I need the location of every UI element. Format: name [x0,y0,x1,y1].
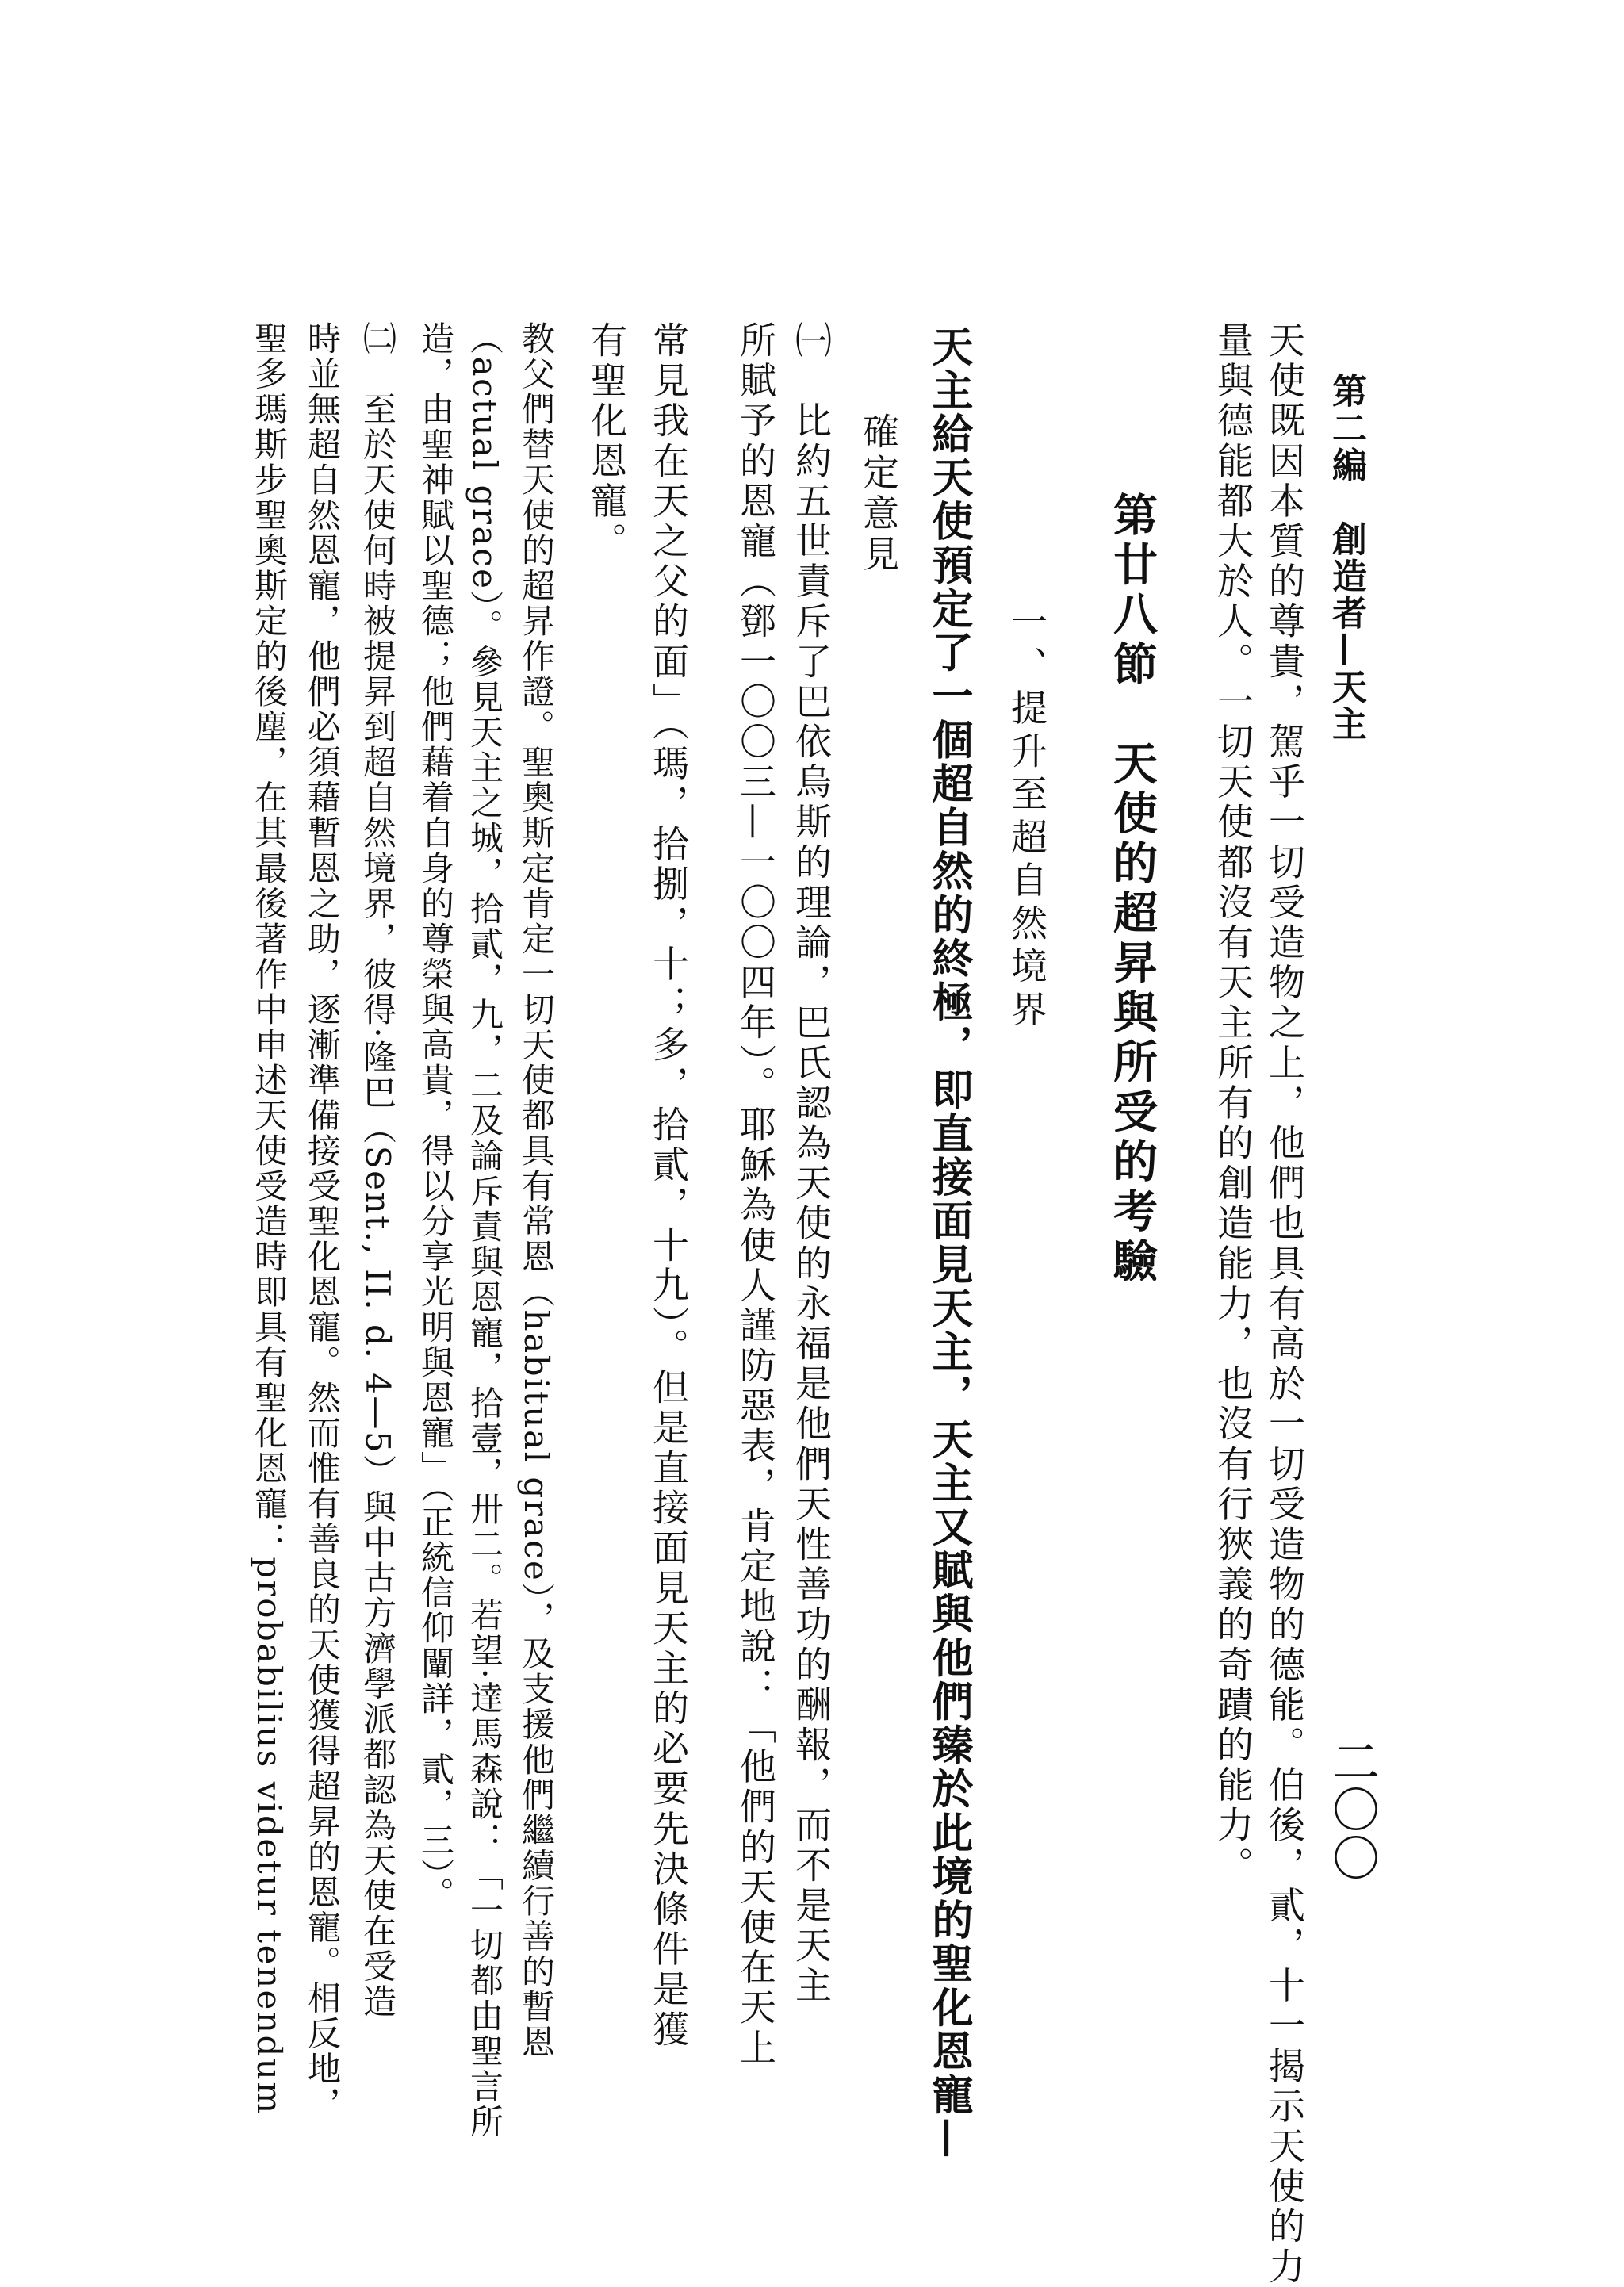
theological-note: 確定意見 [857,412,900,577]
paragraph-line: 造，由聖神賦以聖德；他們藉着自身的尊榮與高貴，得以分享光明與恩寵」（正統信仰闡詳，貳，三）。 [416,321,455,1912]
section-title: 第廿八節 天使的超昇與所受的考驗 [1106,492,1159,1288]
running-header: 第二編 創造者—天主 [1326,373,1366,743]
paragraph-line: 聖多瑪斯步聖奧斯定的後塵，在其最後著作中申述天使受造時即具有聖化恩寵：probabilius videtur tenendum [250,321,289,2116]
intro-line: 天使既因本質的尊貴，駕乎一切受造物之上，他們也具有高於一切受造物的德能。伯後，貳，十一揭示天使的力 [1263,321,1306,2287]
intro-line: 量與德能都大於人。一切天使都沒有天主所有的創造能力，也沒有行狹義的奇蹟的能力。 [1212,321,1254,1887]
paragraph-line: 所賦予的恩寵（鄧一〇〇三—一〇〇四年）。耶穌為使人謹防惡表，肯定地說：「他們的天使在天上 [734,321,777,2069]
paragraph-line: 有聖化恩寵。 [585,321,628,562]
paragraph-line: ㈡ 至於天使何時被提昇到超自然境界，彼得·隆巴（Sent., II. d. 4—5）與中古方濟學派都認為天使在受造 [358,321,397,2020]
subsection-heading: 一、提升至超自然境界 [1005,603,1048,1033]
paragraph-line: ㈠ 比約五世責斥了巴依烏斯的理論，巴氏認為天使的永福是他們天性善功的酬報，而不是天主 [790,321,833,2007]
paragraph-line: 時並無超自然恩寵，他們必須藉暫恩之助，逐漸準備接受聖化恩寵。然而惟有善良的天使獲得超昇的恩寵。相反地， [303,321,342,2122]
paragraph-line: 教父們替天使的超昇作證。聖奧斯定肯定一切天使都具有常恩（habitual grace），及支援他們繼續行善的暫恩 [517,321,556,2060]
page-number: 二〇〇 [1324,1737,1380,1883]
paragraph-line: 常見我在天之父的面」（瑪，拾捌，十；多，拾貳，十九）。但是直接面見天主的必要先決條件是獲 [647,321,690,2051]
thesis-line: 天主給天使預定了一個超自然的終極，即直接面見天主，天主又賦與他們臻於此境的聖化恩寵— [925,325,973,2162]
paragraph-line: （actual grace）。參見天主之城，拾貳，九，二及論斥責與恩寵，拾壹，卅二。若望·達馬森說：「一切都由聖言所 [465,321,504,2140]
